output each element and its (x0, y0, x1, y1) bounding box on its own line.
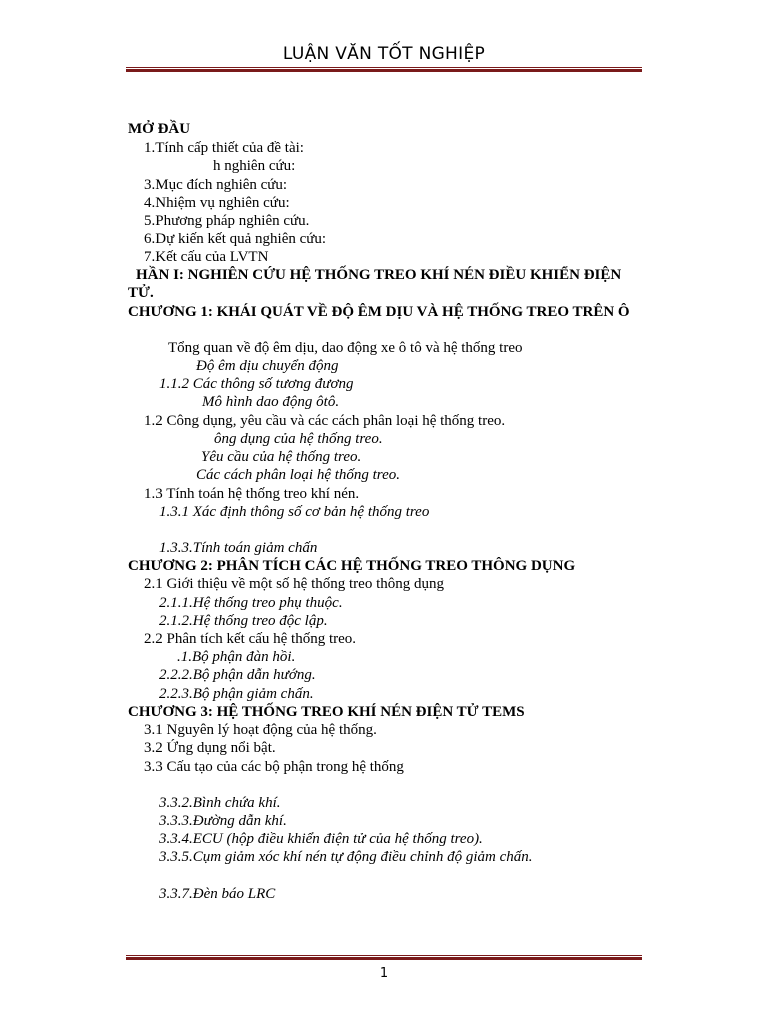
toc-item: 3.3 Cấu tạo của các bộ phận trong hệ thống (144, 759, 404, 775)
toc-subitem: 2.1.1.Hệ thống treo phụ thuộc. (159, 595, 343, 611)
toc-subitem: ông dụng của hệ thống treo. (214, 431, 383, 447)
toc-subitem: Yêu cầu của hệ thống treo. (201, 449, 362, 465)
toc-subitem: 2.1.2.Hệ thống treo độc lập. (159, 613, 328, 629)
toc-item: 5.Phương pháp nghiên cứu. (144, 213, 310, 229)
toc-subitem: Độ êm dịu chuyển động (196, 358, 339, 374)
toc-subitem: 3.3.5.Cụm giảm xóc khí nén tự động điều chỉnh độ giảm chấn. (159, 849, 533, 865)
toc-chapter-heading: CHƯƠNG 2: PHÂN TÍCH CÁC HỆ THỐNG TREO THÔNG DỤNG (128, 558, 576, 574)
toc-item: 6.Dự kiến kết quả nghiên cứu: (144, 231, 327, 247)
toc-subitem: 1.1.2 Các thông số tương đương (159, 376, 354, 392)
toc-item: 2.2 Phân tích kết cấu hệ thống treo. (144, 631, 357, 647)
toc-subitem: 3.3.3.Đường dẫn khí. (159, 813, 287, 829)
toc-part-heading: HẦN I: NGHIÊN CỨU HỆ THỐNG TREO KHÍ NÉN ĐIỀU KHIỂN ĐIỆN (136, 267, 622, 283)
toc-subitem: 2.2.3.Bộ phận giảm chấn. (159, 686, 314, 702)
toc-item: 3.2 Ứng dụng nổi bật. (144, 740, 276, 756)
toc-item: 4.Nhiệm vụ nghiên cứu: (144, 195, 290, 211)
toc-item: 3.Mục đích nghiên cứu: (144, 177, 288, 193)
footer-divider (126, 955, 642, 960)
toc-part-heading: TỬ. (128, 285, 154, 301)
toc-subitem: 1.3.1 Xác định thông số cơ bản hệ thống treo (159, 504, 430, 520)
toc-item: 3.1 Nguyên lý hoạt động của hệ thống. (144, 722, 377, 738)
toc-item: 1.2 Công dụng, yêu cầu và các cách phân loại hệ thống treo. (144, 413, 506, 429)
toc-item: 1.3 Tính toán hệ thống treo khí nén. (144, 486, 360, 502)
toc-item: 1.Tính cấp thiết của đề tài: (144, 140, 304, 156)
toc-subitem: 2.2.2.Bộ phận dẫn hướng. (159, 667, 316, 683)
toc-subitem: Các cách phân loại hệ thống treo. (196, 467, 400, 483)
toc-subitem: 1.3.3.Tính toán giảm chấn (159, 540, 318, 556)
toc-item: 2.1 Giới thiệu về một số hệ thống treo thông dụng (144, 576, 444, 592)
page-number: 1 (379, 966, 389, 981)
toc-item: 7.Kết cấu của LVTN (144, 249, 269, 265)
document-header-title: LUẬN VĂN TỐT NGHIỆP (282, 44, 486, 64)
toc-subitem: .1.Bộ phận đàn hồi. (177, 649, 296, 665)
toc-item: h nghiên cứu: (213, 158, 296, 174)
header-divider (126, 67, 642, 72)
toc-subitem: 3.3.4.ECU (hộp điều khiển điện tử của hệ thống treo). (159, 831, 483, 847)
toc-chapter-heading: CHƯƠNG 3: HỆ THỐNG TREO KHÍ NÉN ĐIỆN TỬ TEMS (128, 704, 525, 720)
toc-subitem: 3.3.2.Bình chứa khí. (159, 795, 281, 811)
toc-subitem: 3.3.7.Đèn báo LRC (159, 886, 276, 902)
toc-heading-intro: MỞ ĐẦU (128, 121, 191, 137)
toc-item: Tổng quan về độ êm dịu, dao động xe ô tô và hệ thống treo (168, 340, 523, 356)
toc-chapter-heading: CHƯƠNG 1: KHÁI QUÁT VỀ ĐỘ ÊM DỊU VÀ HỆ THỐNG TREO TRÊN Ô (128, 304, 630, 320)
toc-subitem: Mô hình dao động ôtô. (202, 394, 340, 410)
